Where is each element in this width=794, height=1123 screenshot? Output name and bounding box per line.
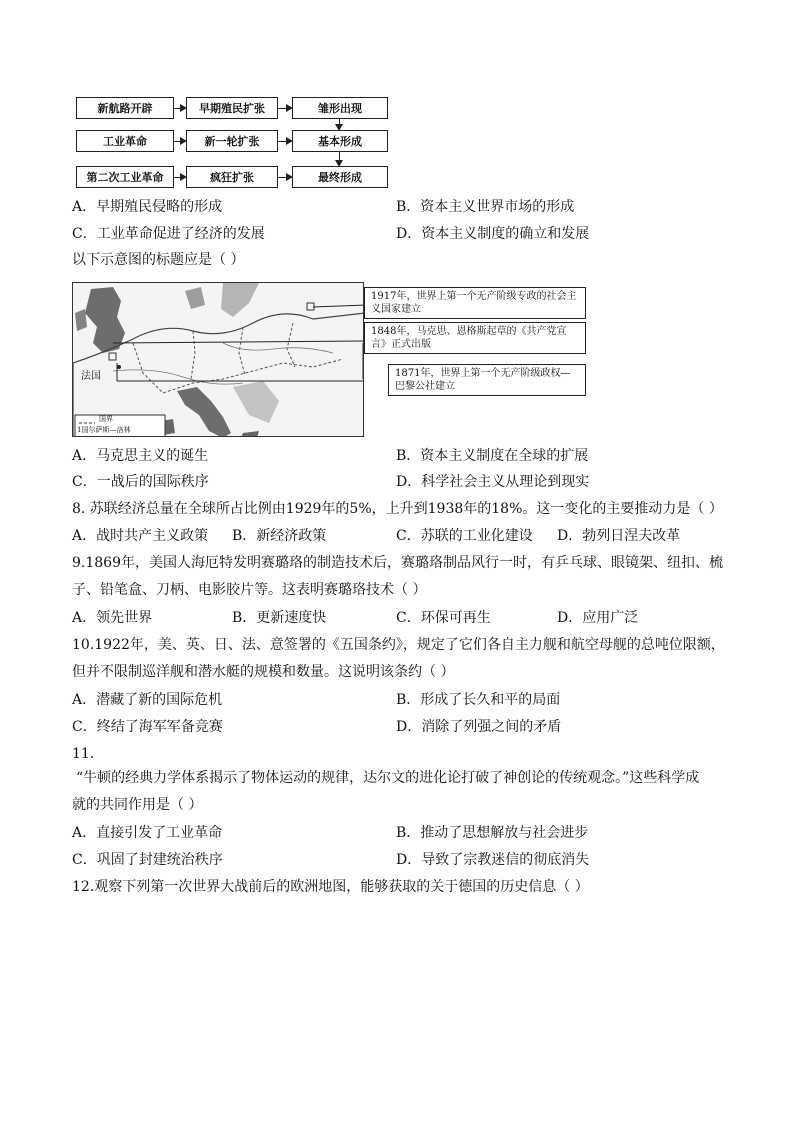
flow-arrow	[278, 141, 291, 142]
q10-option-b[interactable]: B．形成了长久和平的局面	[396, 692, 561, 708]
q9-option-a[interactable]: A．领先世界	[72, 610, 153, 626]
q9-option-c[interactable]: C．环保可再生	[396, 610, 491, 626]
q9-stem-line1: 9.1869年，美国人海厄特发明赛璐珞的制造技术后，赛璐珞制品风行一时，有乒乓球、眼镜架、纽扣、梳	[72, 555, 723, 571]
q7-stem: 以下示意图的标题应是（ ）	[72, 252, 245, 268]
callout-1917: 1917年，世界上第一个无产阶级专政的社会主义国家建立	[364, 287, 586, 319]
flow-arrow	[174, 177, 185, 178]
q7-option-b[interactable]: B．资本主义制度在全球的扩展	[396, 448, 589, 464]
flow-box-r2c2: 新一轮扩张	[186, 130, 278, 152]
q9-option-b[interactable]: B．更新速度快	[232, 610, 327, 626]
flow-box-r1c3: 雏形出现	[292, 97, 388, 119]
flow-box-r3c3: 最终形成	[292, 166, 388, 188]
map-legend-border: 国界	[99, 415, 113, 423]
q7-option-c[interactable]: C．一战后的国际秩序	[72, 474, 209, 490]
callout-1871: 1871年，世界上第一个无产阶级政权—巴黎公社建立	[388, 364, 586, 396]
map-legend-alsace: 1国尔萨斯—洛林	[77, 426, 131, 434]
europe-map-drawing	[73, 283, 364, 437]
flow-arrow	[278, 177, 291, 178]
flow-box-r1c1: 新航路开辟	[76, 97, 174, 119]
q10-option-c[interactable]: C．终结了海军军备竞赛	[72, 719, 223, 735]
q6-option-b[interactable]: B．资本主义世界市场的形成	[396, 199, 575, 215]
q9-option-d[interactable]: D．应用广泛	[557, 610, 639, 626]
flow-box-r2c3: 基本形成	[292, 130, 388, 152]
flow-arrow-down	[339, 152, 340, 165]
q7-option-a[interactable]: A．马克思主义的诞生	[72, 448, 209, 464]
q8-stem: 8. 苏联经济总量在全球所占比例由1929年的5%，上升到1938年的18%。这一变化的主要推动力是（ ）	[72, 501, 723, 517]
map-label-france: 法国	[81, 371, 101, 382]
flow-arrow-down	[339, 119, 340, 129]
q8-option-a[interactable]: A．战时共产主义政策	[72, 528, 209, 544]
flow-box-r3c1: 第二次工业革命	[76, 166, 174, 188]
flow-arrow	[278, 108, 291, 109]
q11-number: 11.	[72, 746, 95, 762]
q11-option-b[interactable]: B．推动了思想解放与社会进步	[396, 825, 589, 841]
flow-arrow	[174, 108, 185, 109]
q11-option-a[interactable]: A．直接引发了工业革命	[72, 825, 223, 841]
flow-box-r1c2: 早期殖民扩张	[186, 97, 278, 119]
q9-stem-line2: 子、铅笔盒、刀柄、电影胶片等。这表明赛璐珞技术（ ）	[72, 582, 427, 598]
q11-option-c[interactable]: C．巩固了封建统治秩序	[72, 852, 223, 868]
q11-stem-line1: “牛顿的经典力学体系揭示了物体运动的规律，达尔文的进化论打破了神创论的传统观念。”这些科学成	[76, 770, 700, 786]
q10-option-a[interactable]: A．潜藏了新的国际危机	[72, 692, 223, 708]
flow-arrow	[174, 141, 185, 142]
q10-stem-line1: 10.1922年，美、英、日、法、意签署的《五国条约》，规定了它们各自主力舰和航空母舰的总吨位限额，	[72, 637, 725, 653]
flow-box-r3c2: 疯狂扩张	[186, 166, 278, 188]
q8-option-d[interactable]: D．勃列日涅夫改革	[557, 528, 681, 544]
q12-stem: 12.观察下列第一次世界大战前后的欧洲地图，能够获取的关于德国的历史信息（ ）	[72, 879, 589, 895]
q10-stem-line2: 但并不限制巡洋舰和潜水艇的规模和数量。这说明该条约（ ）	[72, 664, 455, 680]
q8-option-c[interactable]: C．苏联的工业化建设	[396, 528, 533, 544]
q6-option-c[interactable]: C．工业革命促进了经济的发展	[72, 226, 265, 242]
q6-option-a[interactable]: A．早期殖民侵略的形成	[72, 199, 223, 215]
q11-stem-line2: 就的共同作用是（ ）	[72, 797, 203, 813]
callout-1848: 1848年，马克思、恩格斯起草的《共产党宣言》正式出版	[364, 322, 586, 354]
europe-map-image	[72, 282, 364, 437]
q10-option-d[interactable]: D．消除了列强之间的矛盾	[396, 719, 562, 735]
q7-option-d[interactable]: D．科学社会主义从理论到现实	[396, 474, 590, 490]
q11-option-d[interactable]: D．导致了宗教迷信的彻底消失	[396, 852, 590, 868]
q8-option-b[interactable]: B．新经济政策	[232, 528, 327, 544]
q6-option-d[interactable]: D．资本主义制度的确立和发展	[396, 226, 590, 242]
flow-box-r2c1: 工业革命	[76, 130, 174, 152]
